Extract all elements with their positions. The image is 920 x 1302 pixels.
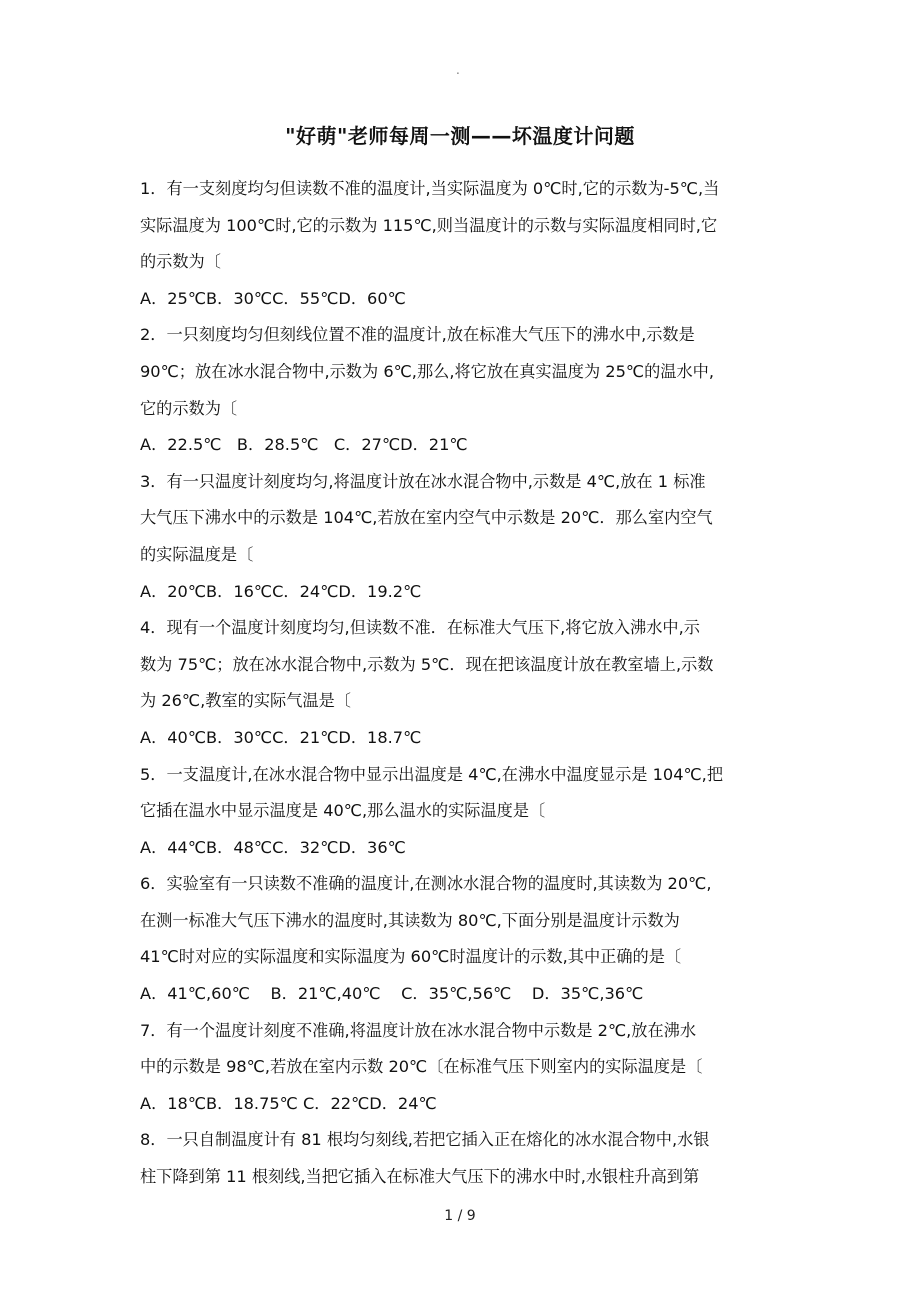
text-line: 柱下降到第 11 根刻线,当把它插入在标准大气压下的沸水中时,水银柱升高到第: [140, 1167, 700, 1187]
text-line: 90℃；放在冰水混合物中,示数为 6℃,那么,将它放在真实温度为 25℃的温水中,: [140, 361, 714, 381]
text-line: 实际温度为 100℃时,它的示数为 115℃,则当温度计的示数与实际温度相同时,它: [140, 215, 718, 235]
text-line: 为 26℃,教室的实际气温是〔: [140, 691, 351, 711]
text-line: 大气压下沸水中的示数是 104℃,若放在室内空气中示数是 20℃．那么室内空气: [140, 508, 713, 528]
answer-options: A．18℃B．18.75℃ C．22℃D．24℃: [140, 1093, 437, 1113]
answer-options: A．44℃B．48℃C．32℃D．36℃: [140, 837, 406, 857]
text-line: 在测一标准大气压下沸水的温度时,其读数为 80℃,下面分别是温度计示数为: [140, 910, 680, 930]
text-line: 41℃时对应的实际温度和实际温度为 60℃时温度计的示数,其中正确的是〔: [140, 947, 682, 967]
text-line: 中的示数是 98℃,若放在室内示数 20℃〔在标准气压下则室内的实际温度是〔: [140, 1057, 703, 1077]
text-line: 的示数为〔: [140, 252, 221, 272]
answer-options: A．41℃,60℃ B．21℃,40℃ C．35℃,56℃ D．35℃,36℃: [140, 984, 644, 1004]
text-line: 数为 75℃；放在冰水混合物中,示数为 5℃．现在把该温度计放在教室墙上,示数: [140, 654, 714, 674]
answer-options: A．22.5℃ B．28.5℃ C．27℃D．21℃: [140, 435, 468, 455]
text-line: 1．有一支刻度均匀但读数不准的温度计,当实际温度为 0℃时,它的示数为-5℃,当: [140, 179, 720, 198]
text-line: 7．有一个温度计刻度不准确,将温度计放在冰水混合物中示数是 2℃,放在沸水: [140, 1020, 697, 1040]
text-line: 4．现有一个温度计刻度均匀,但读数不准．在标准大气压下,将它放入沸水中,示: [140, 618, 700, 638]
text-line: 3．有一只温度计刻度均匀,将温度计放在冰水混合物中,示数是 4℃,放在 1 标准: [140, 471, 706, 491]
page-number: 1 / 9: [444, 1208, 476, 1224]
header-mark: .: [456, 63, 460, 77]
text-line: 8．一只自制温度计有 81 根均匀刻线,若把它插入正在熔化的冰水混合物中,水银: [140, 1130, 710, 1150]
answer-options: A．20℃B．16℃C．24℃D．19.2℃: [140, 581, 422, 601]
answer-options: A．25℃B．30℃C．55℃D．60℃: [140, 288, 406, 308]
answer-options: A．40℃B．30℃C．21℃D．18.7℃: [140, 727, 422, 747]
text-line: 2．一只刻度均匀但刻线位置不准的温度计,放在标准大气压下的沸水中,示数是: [140, 325, 695, 345]
text-line: 6．实验室有一只读数不准确的温度计,在测冰水混合物的温度时,其读数为 20℃,: [140, 874, 712, 894]
document-title: "好萌"老师每周一测——坏温度计问题: [285, 124, 635, 148]
text-line: 5．一支温度计,在冰水混合物中显示出温度是 4℃,在沸水中温度显示是 104℃,把: [140, 764, 724, 784]
text-line: 它插在温水中显示温度是 40℃,那么温水的实际温度是〔: [140, 801, 546, 821]
text-line: 它的示数为〔: [140, 398, 238, 418]
document-body: [140, 171, 780, 1196]
text-line: 的实际温度是〔: [140, 544, 254, 564]
